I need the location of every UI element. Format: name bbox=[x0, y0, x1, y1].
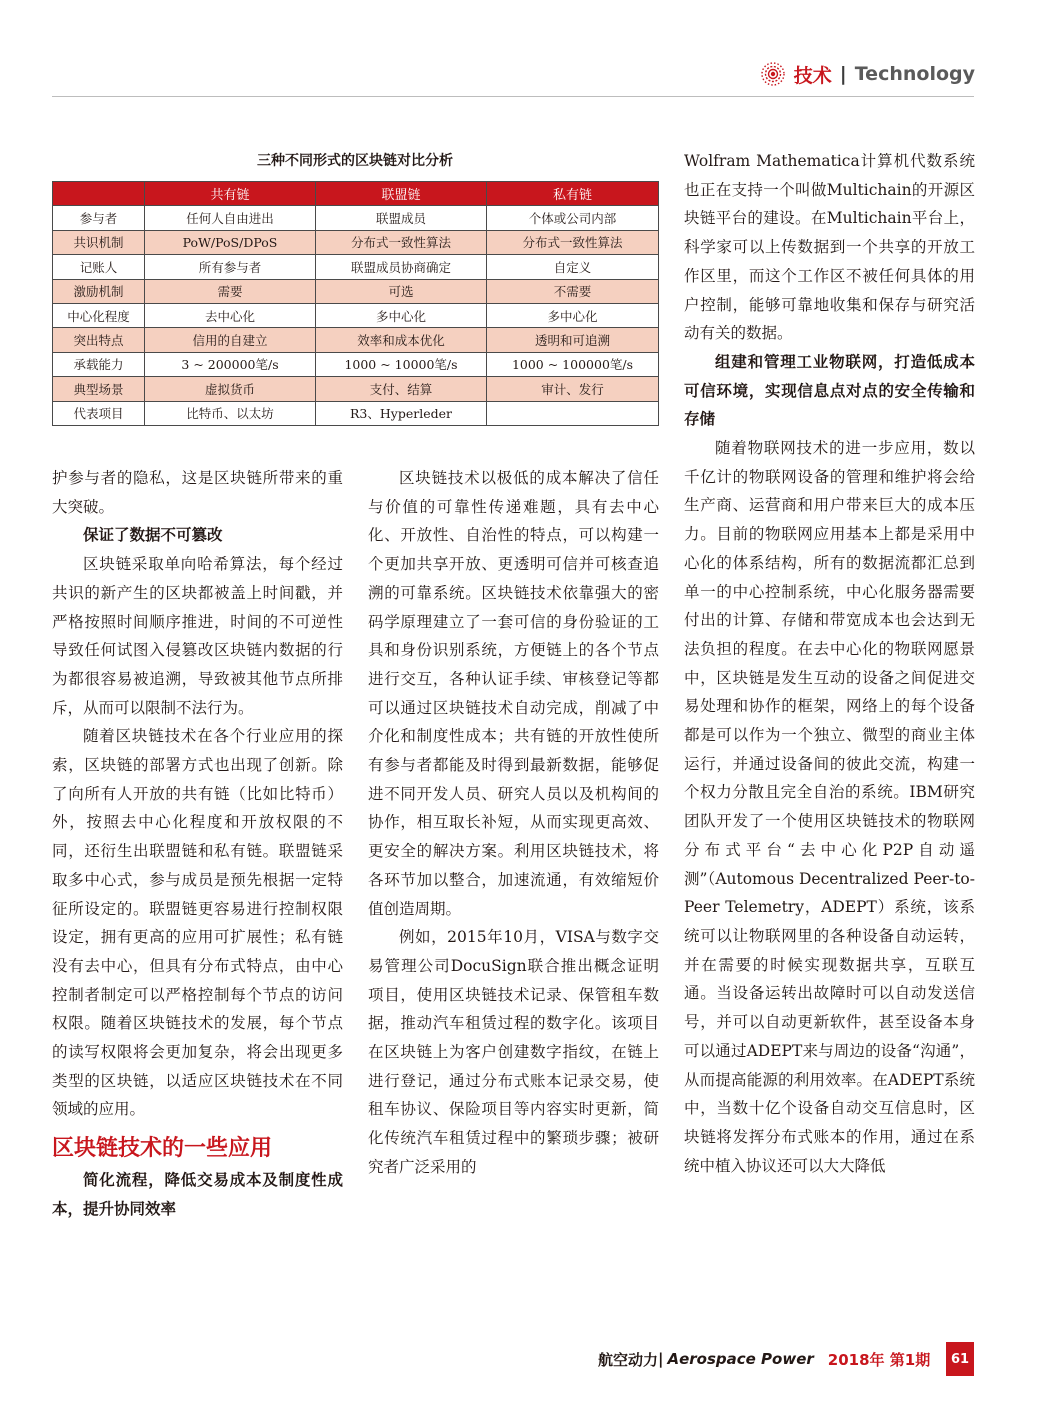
section-heading-applications: 区块链技术的一些应用 bbox=[52, 1136, 273, 1162]
table-row bbox=[53, 255, 659, 279]
sunburst-logo-icon bbox=[760, 61, 786, 87]
table-header-row bbox=[53, 182, 659, 206]
section-title-en: Technology bbox=[854, 63, 975, 85]
footer-divider: | bbox=[658, 1350, 664, 1368]
body-paragraph: 随着区块链技术在各个行业应用的探索，区块链的部署方式也出现了创新。除了向所有人开放的共有链（比如比特币）外，按照去中心化程度和开放权限的不同，还衍生出联盟链和私有链。联盟链采取多中心式，参与成员是预先根据一定特征所设定的。联盟链更容易进行控制权限设定，拥有更高的应用可扩展性；私有链没有去中心，但具有分布式特点，由中心控制者制定可以严格控制每个节点的访问权限。随着区块链技术的发展，每个节点的读写权限将会更加复杂，将会出现更多类型的区块链，以适应区块链技术在不同领域的应用。 bbox=[52, 727, 343, 1119]
header-divider: | bbox=[839, 63, 847, 85]
table-header-cell: 共有链 bbox=[145, 182, 316, 206]
body-paragraph: Wolfram Mathematica计算机代数系统也正在支持一个叫做Multichain的开源区块链平台的建设。在Multichain平台上，科学家可以上传数据到一个共享的开放工作区里，而这个工作区不被任何具体的用户控制，能够可靠地收集和保存与研究活动有关的数据。 bbox=[684, 152, 975, 343]
table-cell: 联盟成员协商确定 bbox=[316, 255, 487, 279]
page-header bbox=[760, 60, 975, 88]
table-cell: 分布式一致性算法 bbox=[487, 230, 659, 254]
row-label: 参与者 bbox=[53, 206, 145, 230]
page-footer bbox=[598, 1348, 930, 1370]
body-paragraph: 区块链技术以极低的成本解决了信任与价值的可靠性传递难题，具有去中心化、开放性、自治性的特点，可以构建一个更加共享开放、更透明可信并可核查追溯的可靠系统。区块链技术依靠强大的密码学原理建立了一套可信的身份验证的工具和身份识别系统，方便链上的各个节点进行交互，各种认证手续、审核登记等都可以通过区块链技术自动完成，削减了中介化和制度性成本；共有链的开放性使所有参与者都能及时得到最新数据，能够促进不同开发人员、研究人员以及机构间的协作，相互取长补短，从而实现更高效、更安全的解决方案。利用区块链技术，将各环节加以整合，加速流通，有效缩短价值创造周期。 bbox=[368, 469, 659, 918]
table-cell: 支付、结算 bbox=[316, 377, 487, 401]
text-column-left bbox=[52, 464, 343, 1224]
table-cell: 1000 ~ 10000笔/s bbox=[316, 352, 487, 376]
table-title: 三种不同形式的区块链对比分析 bbox=[257, 153, 453, 169]
table-cell: 审计、发行 bbox=[487, 377, 659, 401]
table-cell: 任何人自由进出 bbox=[145, 206, 316, 230]
row-label: 突出特点 bbox=[53, 328, 145, 352]
text-column-right bbox=[684, 147, 975, 1180]
table-header-cell: 联盟链 bbox=[316, 182, 487, 206]
table-cell: 透明和可追溯 bbox=[487, 328, 659, 352]
table-cell: 可选 bbox=[316, 279, 487, 303]
table-cell bbox=[487, 401, 659, 425]
table-row bbox=[53, 328, 659, 352]
body-paragraph: 例如，2015年10月，VISA与数字交易管理公司DocuSign联合推出概念证明项目，使用区块链技术记录、保管租车数据，推动汽车租赁过程的数字化。该项目在区块链上为客户创建数字指纹，在链上进行登记，通过分布式账本记录交易，使租车协议、保险项目等内容实时更新，简化传统汽车租赁过程中的繁琐步骤；被研究者广泛采用的 bbox=[368, 928, 659, 1176]
table-cell: 多中心化 bbox=[316, 303, 487, 327]
table-cell: 多中心化 bbox=[487, 303, 659, 327]
subheading-iot: 组建和管理工业物联网，打造低成本可信环境，实现信息点对点的安全传输和存储 bbox=[684, 352, 975, 429]
body-paragraph: 护参与者的隐私，这是区块链所带来的重大突破。 bbox=[52, 469, 343, 516]
comparison-table bbox=[52, 181, 659, 426]
row-label: 共识机制 bbox=[53, 230, 145, 254]
table-cell: 虚拟货币 bbox=[145, 377, 316, 401]
row-label: 中心化程度 bbox=[53, 303, 145, 327]
table-row bbox=[53, 377, 659, 401]
table-row bbox=[53, 206, 659, 230]
table-row bbox=[53, 401, 659, 425]
table-cell: PoW/PoS/DPoS bbox=[145, 230, 316, 254]
table-cell: 去中心化 bbox=[145, 303, 316, 327]
table-cell: 需要 bbox=[145, 279, 316, 303]
table-row bbox=[53, 230, 659, 254]
table-cell: 信用的自建立 bbox=[145, 328, 316, 352]
text-column-middle bbox=[368, 464, 659, 1182]
table-cell: 比特币、以太坊 bbox=[145, 401, 316, 425]
table-cell: 个体或公司内部 bbox=[487, 206, 659, 230]
row-label: 代表项目 bbox=[53, 401, 145, 425]
issue-label: 2018年 第1期 bbox=[827, 1350, 931, 1369]
page-number: 61 bbox=[946, 1342, 974, 1376]
magazine-name-en: Aerospace Power bbox=[667, 1350, 814, 1368]
table-cell: 所有参与者 bbox=[145, 255, 316, 279]
table-cell: 分布式一致性算法 bbox=[316, 230, 487, 254]
table-row bbox=[53, 303, 659, 327]
header-rule bbox=[52, 96, 974, 97]
row-label: 记账人 bbox=[53, 255, 145, 279]
table-cell: 效率和成本优化 bbox=[316, 328, 487, 352]
subheading-simplify-process: 简化流程，降低交易成本及制度性成本，提升协同效率 bbox=[52, 1171, 343, 1218]
table-cell: 自定义 bbox=[487, 255, 659, 279]
magazine-name-cn: 航空动力 bbox=[598, 1350, 659, 1369]
body-paragraph: 区块链采取单向哈希算法，每个经过共识的新产生的区块都被盖上时间戳，并严格按照时间顺序推进，时间的不可逆性导致任何试图入侵篡改区块链内数据的行为都很容易被追溯，导致被其他节点所排斥，从而可以限制不法行为。 bbox=[52, 555, 343, 717]
table-row bbox=[53, 279, 659, 303]
section-title-cn: 技术 bbox=[793, 64, 832, 87]
table-header-cell bbox=[53, 182, 145, 206]
subheading-tamper-proof: 保证了数据不可篡改 bbox=[83, 526, 223, 545]
row-label: 激励机制 bbox=[53, 279, 145, 303]
table-cell: 不需要 bbox=[487, 279, 659, 303]
table-row bbox=[53, 352, 659, 376]
table-cell: R3、Hyperleder bbox=[316, 401, 487, 425]
table-cell: 3 ~ 200000笔/s bbox=[145, 352, 316, 376]
row-label: 典型场景 bbox=[53, 377, 145, 401]
body-paragraph: 随着物联网技术的进一步应用，数以千亿计的物联网设备的管理和维护将会给生产商、运营商和用户带来巨大的成本压力。目前的物联网应用基本上都是采用中心化的体系结构，所有的数据流都汇总到单一的中心控制系统，中心化服务器需要付出的计算、存储和带宽成本也会达到无法负担的程度。在去中心化的物联网愿景中，区块链是发生互动的设备之间促进交易处理和协作的框架，网络上的每个设备都是可以作为一个独立、微型的商业主体运行，并通过设备间的彼此交流，构建一个权力分散且完全自治的系统。IBM研究团队开发了一个使用区块链技术的物联网分布式平台“去中心化P2P自动遥测”（Automous Decentralized Peer-to-Peer Telemetry，ADEPT）系统，该系统可以让物联网里的各种设备自动运转，并在需要的时候实现数据共享，互联互通。当设备运转出故障时可以自动发送信号，并可以自动更新软件，甚至设备本身可以通过ADEPT来与周边的设备“沟通”，从而提高能源的利用效率。在ADEPT系统中，当数十亿个设备自动交互信息时，区块链将发挥分布式账本的作用，通过在系统中植入协议还可以大大降低 bbox=[684, 439, 975, 1175]
table-header-cell: 私有链 bbox=[487, 182, 659, 206]
row-label: 承载能力 bbox=[53, 352, 145, 376]
table-cell: 联盟成员 bbox=[316, 206, 487, 230]
table-cell: 1000 ~ 100000笔/s bbox=[487, 352, 659, 376]
